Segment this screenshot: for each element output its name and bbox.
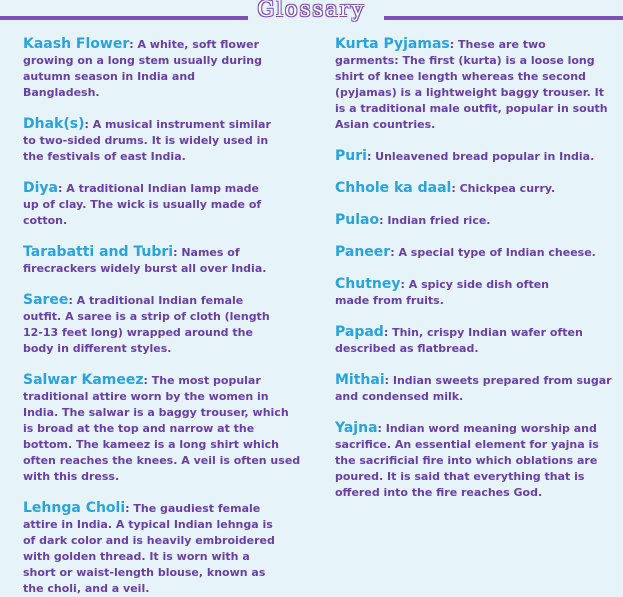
glossary-term: Pulao xyxy=(335,212,380,228)
glossary-definition: Names of firecrackers widely burst all over India. xyxy=(23,246,267,275)
glossary-entry-pulao xyxy=(335,212,613,229)
glossary-term: Chhole ka daal xyxy=(335,180,452,196)
glossary-term: Chutney xyxy=(335,276,401,292)
glossary-term: Salwar Kameez xyxy=(23,372,144,388)
glossary-entry-chutney xyxy=(335,276,587,309)
page-title: Glossary xyxy=(257,0,366,21)
term-separator: : xyxy=(58,182,67,195)
term-separator: : xyxy=(379,214,388,227)
glossary-term: Lehnga Choli xyxy=(23,500,126,516)
glossary-definition: A special type of Indian cheese. xyxy=(398,246,596,259)
glossary-term: Paneer xyxy=(335,244,391,260)
term-separator: : xyxy=(366,150,376,163)
glossary-term: Kurta Pyjamas xyxy=(335,36,450,52)
glossary-definition: The most popular traditional attire worn by the women in India. The salwar is a baggy trouser, which is broad at the top and narrow at the bottom. The kameez is a long shirt which often reaches the knees. A veil is often used with this dress. xyxy=(23,374,301,483)
glossary-entry-salwar-kameez xyxy=(23,372,301,485)
term-separator: : xyxy=(390,246,399,259)
glossary-definition: The gaudiest female attire in India. A typical Indian lehnga is of dark color and is heavily embroidered with golden thread. It is worn with a short or waist-length blouse, known as the choli, and a veil. xyxy=(23,502,275,595)
term-separator: : xyxy=(84,118,93,131)
glossary-definition: Thin, crispy Indian wafer often described as flatbread. xyxy=(335,326,583,355)
glossary-term: Papad xyxy=(335,324,384,340)
glossary-definition: Indian fried rice. xyxy=(387,214,491,227)
glossary-term: Diya xyxy=(23,180,58,196)
glossary-definition: Indian word meaning worship and sacrifice. An essential element for yajna is the sacrificial fire into which oblations are poured. It is said that everything that is offered into the fire reaches God. xyxy=(335,422,599,499)
glossary-term: Puri xyxy=(335,148,367,164)
glossary-definition: A spicy side dish often made from fruits. xyxy=(335,278,550,307)
term-separator: : xyxy=(451,182,460,195)
glossary-term: Mithai xyxy=(335,372,385,388)
term-separator: : xyxy=(449,38,458,51)
glossary-entry-saree xyxy=(23,292,275,357)
glossary-definition: A musical instrument similar to two-sided drums. It is widely used in the festivals of east India. xyxy=(23,118,271,163)
glossary-entry-kaash-flower xyxy=(23,36,263,101)
term-separator: : xyxy=(384,374,393,387)
term-separator: : xyxy=(377,422,386,435)
term-separator: : xyxy=(68,294,77,307)
glossary-term: Tarabatti and Tubri xyxy=(23,244,174,260)
glossary-definition: Chickpea curry. xyxy=(459,182,556,195)
glossary-term: Dhak(s) xyxy=(23,116,85,132)
glossary-header xyxy=(0,0,623,22)
glossary-entry-papad xyxy=(335,324,587,357)
glossary-entry-yajna xyxy=(335,420,615,501)
glossary-term: Saree xyxy=(23,292,69,308)
glossary-entry-lehnga-choli xyxy=(23,500,283,597)
term-separator: : xyxy=(125,502,134,515)
glossary-definition: These are two garments: The first (kurta) is a loose long shirt of knee length whereas the second (pyjamas) is a lightweight baggy trouser. It is a traditional male outfit, popular in south Asian countries. xyxy=(335,38,608,131)
glossary-entry-tarabatti-tubri xyxy=(23,244,275,277)
glossary-definition: A traditional Indian lamp made up of clay. The wick is usually made of cotton. xyxy=(23,182,262,227)
glossary-right-column xyxy=(335,36,619,501)
glossary-entry-dhaks xyxy=(23,116,283,165)
glossary-entry-mithai xyxy=(335,372,613,405)
glossary-term: Yajna xyxy=(335,420,378,436)
term-separator: : xyxy=(143,374,152,387)
glossary-entry-diya xyxy=(23,180,275,229)
glossary-entry-paneer xyxy=(335,244,613,261)
glossary-term: Kaash Flower xyxy=(23,36,130,52)
glossary-definition: A traditional Indian female outfit. A saree is a strip of cloth (length 12-13 feet long) wrapped around the body in different styles. xyxy=(23,294,270,355)
glossary-entry-kurta-pyjamas xyxy=(335,36,613,133)
term-separator: : xyxy=(173,246,182,259)
glossary-left-column xyxy=(23,36,313,597)
glossary-definition: Indian sweets prepared from sugar and condensed milk. xyxy=(335,374,612,403)
term-separator: : xyxy=(383,326,393,339)
glossary-entry-chhole-ka-daal xyxy=(335,180,613,197)
term-separator: : xyxy=(129,38,138,51)
glossary-entry-puri xyxy=(335,148,613,165)
term-separator: : xyxy=(400,278,409,291)
glossary-definition: Unleavened bread popular in India. xyxy=(375,150,595,163)
glossary-definition: A white, soft flower growing on a long stem usually during autumn season in India and Bangladesh. xyxy=(23,38,262,99)
